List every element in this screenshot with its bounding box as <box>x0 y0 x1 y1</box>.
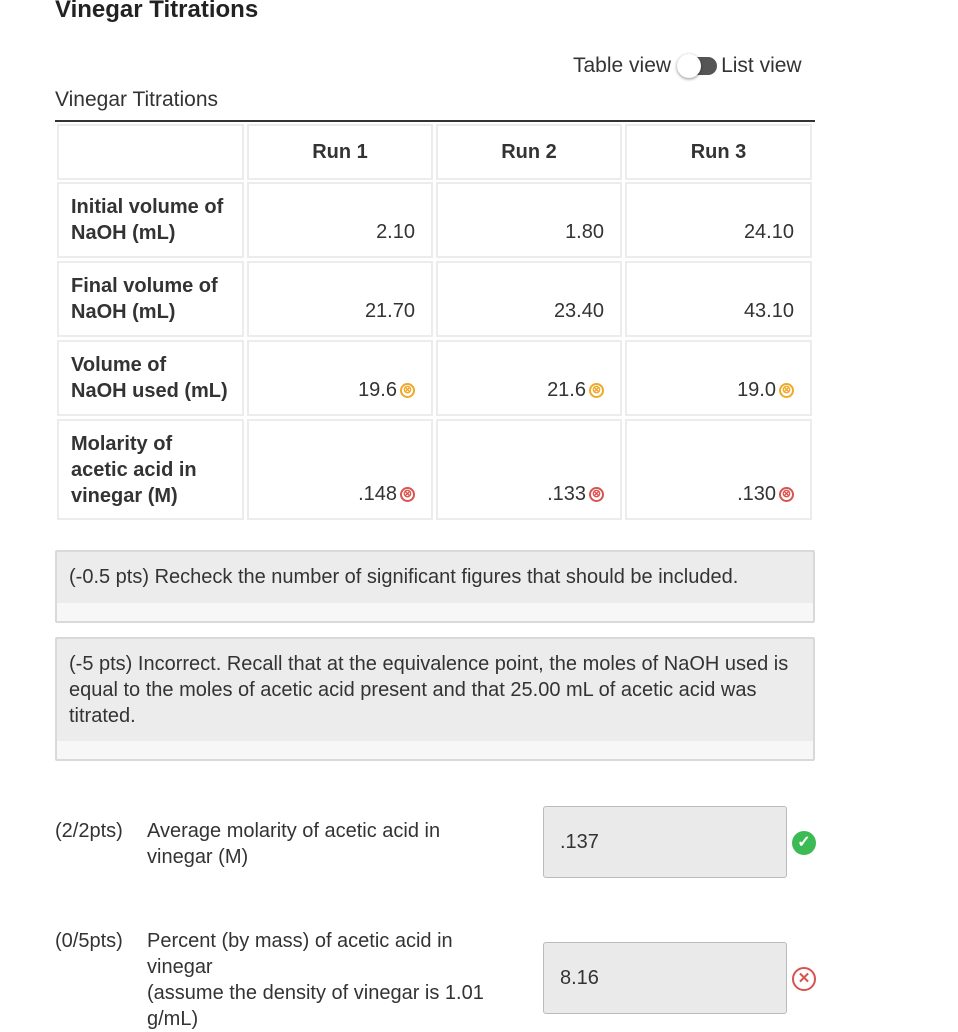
cell-molarity-run-2 <box>436 419 622 520</box>
percent-mass-answer-field[interactable]: 8.16 <box>543 942 787 1014</box>
row-label-initial-volume <box>57 182 244 258</box>
question-points: (0/5pts) <box>55 930 123 952</box>
error-icon[interactable]: ⊗ <box>589 487 604 502</box>
warning-icon[interactable]: ⊗ <box>400 383 415 398</box>
question-text-line: vinegar <box>147 956 213 978</box>
question-text <box>147 928 527 1032</box>
cell-used-run-1 <box>247 340 433 416</box>
table-corner-cell <box>57 124 244 180</box>
cell-value: 1.80 <box>565 221 604 243</box>
feedback-strip <box>57 741 813 759</box>
warning-icon[interactable]: ⊗ <box>779 383 794 398</box>
row-label-line: NaOH used (mL) <box>71 380 228 402</box>
question-text-line: vinegar (M) <box>147 846 249 868</box>
average-molarity-answer-field[interactable]: .137 <box>543 806 787 878</box>
row-label-line: acetic acid in <box>71 459 197 481</box>
row-label-line: NaOH (mL) <box>71 301 176 323</box>
feedback-text: (-0.5 pts) Recheck the number of significant figures that should be included. <box>69 566 739 588</box>
question-text-line: Percent (by mass) of acetic acid in <box>147 930 453 952</box>
row-label-volume-used <box>57 340 244 416</box>
header-run-1: Run 1 <box>247 124 433 180</box>
cell-value: .130 <box>737 483 776 505</box>
incorrect-x-icon: ✕ <box>792 967 816 991</box>
feedback-strip <box>57 603 813 621</box>
view-toggle-row <box>573 52 802 80</box>
cell-used-run-3 <box>625 340 812 416</box>
cell-used-run-2 <box>436 340 622 416</box>
table-view-label[interactable]: Table view <box>573 54 672 77</box>
cell-value: 19.6 <box>358 379 397 401</box>
cell-value: 19.0 <box>737 379 776 401</box>
cell-value: .148 <box>358 483 397 505</box>
row-label-line: vinegar (M) <box>71 485 178 507</box>
cell-value: 43.10 <box>743 300 794 322</box>
row-label-line: Final volume of <box>71 275 218 297</box>
cell-value: 23.40 <box>553 300 604 322</box>
question-percent-mass <box>55 928 527 1032</box>
warning-icon[interactable]: ⊗ <box>589 383 604 398</box>
feedback-incorrect <box>55 637 815 761</box>
cell-initial-run-1 <box>247 182 433 258</box>
question-average-molarity <box>55 818 527 870</box>
toggle-knob <box>677 54 701 78</box>
cell-value: 21.70 <box>364 300 415 322</box>
feedback-sig-figs <box>55 550 815 623</box>
header-run-3: Run 3 <box>625 124 812 180</box>
row-label-line: Molarity of <box>71 433 173 455</box>
row-label-final-volume <box>57 261 244 337</box>
view-toggle-switch[interactable] <box>677 55 717 77</box>
question-text-line: g/mL) <box>147 1008 199 1030</box>
list-view-label[interactable]: List view <box>721 54 802 77</box>
question-text <box>147 818 527 870</box>
page-title: Vinegar Titrations <box>55 0 259 23</box>
question-points: (2/2pts) <box>55 820 123 842</box>
table-caption: Vinegar Titrations <box>55 88 219 111</box>
cell-molarity-run-1 <box>247 419 433 520</box>
cell-initial-run-3 <box>625 182 812 258</box>
cell-value: .133 <box>547 483 586 505</box>
header-run-2: Run 2 <box>436 124 622 180</box>
row-label-molarity <box>57 419 244 520</box>
cell-initial-run-2 <box>436 182 622 258</box>
cell-final-run-1 <box>247 261 433 337</box>
cell-value: 2.10 <box>376 221 415 243</box>
cell-molarity-run-3 <box>625 419 812 520</box>
error-icon[interactable]: ⊗ <box>400 487 415 502</box>
question-text-line: (assume the density of vinegar is 1.01 <box>147 982 484 1004</box>
cell-final-run-3 <box>625 261 812 337</box>
cell-final-run-2 <box>436 261 622 337</box>
question-text-line: Average molarity of acetic acid in <box>147 820 441 842</box>
row-label-line: NaOH (mL) <box>71 222 176 244</box>
cell-value: 24.10 <box>743 221 794 243</box>
table-top-rule <box>55 120 815 122</box>
feedback-text: (-5 pts) Incorrect. Recall that at the equivalence point, the moles of NaOH used is equal to the moles of acetic acid present and that 25.00 mL of acetic acid was titrated. <box>69 653 789 727</box>
row-label-line: Volume of <box>71 354 167 376</box>
row-label-line: Initial volume of <box>71 196 224 218</box>
cell-value: 21.6 <box>547 379 586 401</box>
correct-check-icon: ✓ <box>792 831 816 855</box>
error-icon[interactable]: ⊗ <box>779 487 794 502</box>
